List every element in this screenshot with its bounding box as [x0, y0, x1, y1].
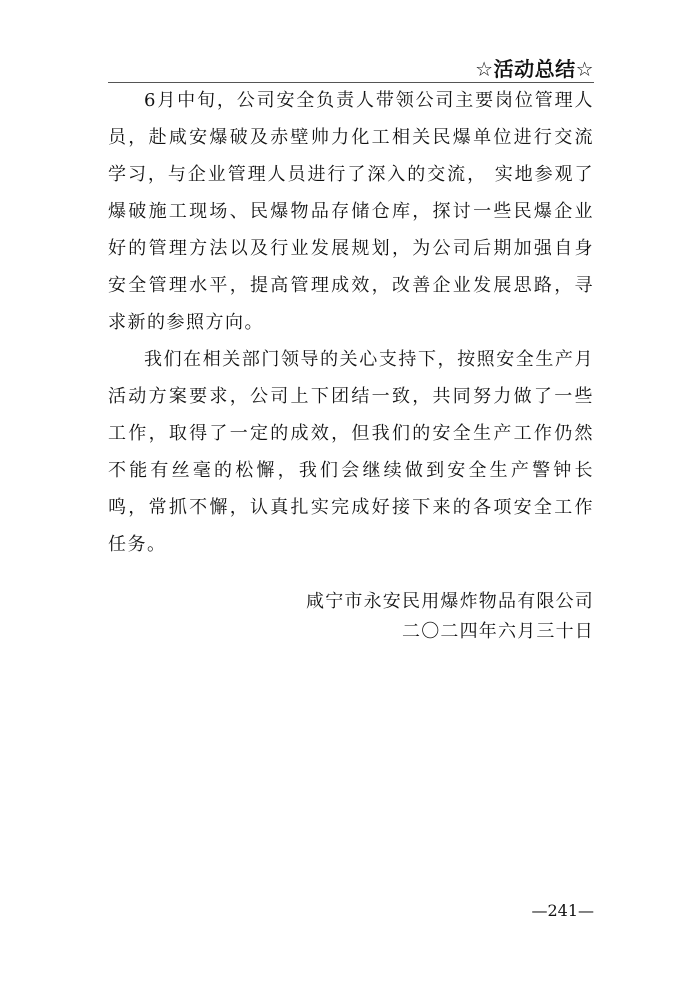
paragraph-2: 我们在相关部门领导的关心支持下，按照安全生产月活动方案要求，公司上下团结一致，共同努力做了一些工作，取得了一定的成效，但我们的安全生产工作仍然不能有丝毫的松懈，我们会继续做到安全生产警钟长鸣，常抓不懈，认真扎实完成好接下来的各项安全工作任务。	[108, 349, 594, 555]
signature-block	[306, 587, 594, 647]
document-body	[108, 82, 594, 563]
page-header	[108, 56, 594, 83]
paragraph-1: 6月中旬，公司安全负责人带领公司主要岗位管理人员，赴咸安爆破及赤壁帅力化工相关民爆单位进行交流学习，与企业管理人员进行了深入的交流， 实地参观了爆破施工现场、民爆物品存储仓库，探讨一些民爆企业好的管理方法以及行业发展规划，为公司后期加强自身安全管理水平，提高管理成效，改善企业发展思路，寻求新的参照方向。	[108, 90, 594, 333]
page-number: —241—	[531, 901, 594, 920]
section-title: ☆活动总结☆	[475, 57, 594, 81]
document-date: 二〇二四年六月三十日	[402, 621, 594, 642]
company-name: 咸宁市永安民用爆炸物品有限公司	[306, 591, 594, 612]
